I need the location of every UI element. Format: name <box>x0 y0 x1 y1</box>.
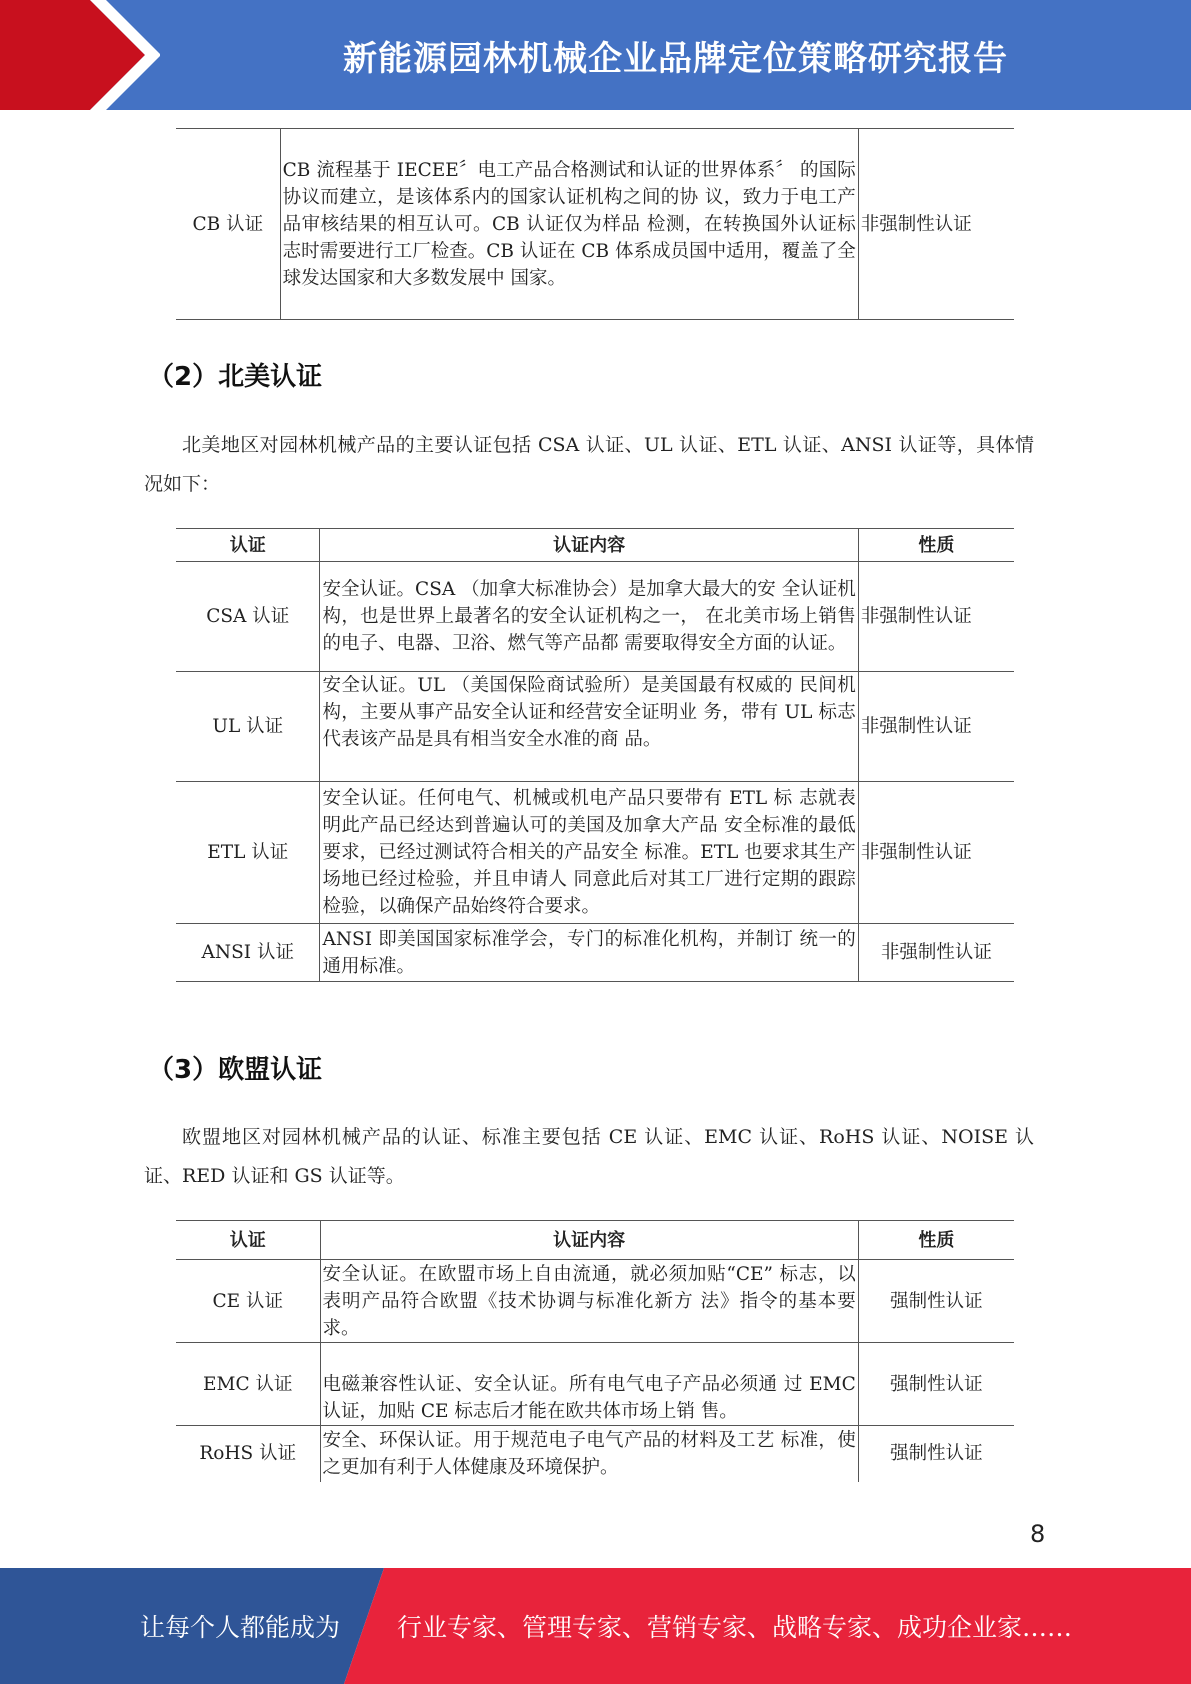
cert-name: RoHS 认证 <box>176 1426 320 1482</box>
cert-name: ETL 认证 <box>176 782 320 924</box>
col-header-cert: 认证 <box>176 529 320 562</box>
eu-cert-table <box>176 1220 1014 1482</box>
cert-content: 安全认证。UL （美国保险商试验所）是美国最有权威的 民间机构，主要从事产品安全认证和经营安全证明业 务，带有 UL 标志代表该产品是具有相当安全水准的商 品。 <box>320 672 858 782</box>
north-america-cert-table <box>176 528 1014 982</box>
cert-nature: 非强制性认证 <box>858 782 1014 924</box>
cert-name: CE 认证 <box>176 1260 320 1343</box>
cert-content: CB 流程基于 IECEE〞电工产品合格测试和认证的世界体系〞 的国际协议而建立，是该体系内的国家认证机构之间的协 议，致力于电工产品审核结果的相互认可。CB 认证仅为样品 检测，在转换国外认证标志时需要进行工厂检查。CB 认证在 CB 体系成员国中适用，覆盖了全球发达国家和大多数发展中 国家。 <box>280 129 858 320</box>
col-header-content: 认证内容 <box>320 529 858 562</box>
col-header-content: 认证内容 <box>320 1221 858 1260</box>
cert-nature: 非强制性认证 <box>858 562 1014 672</box>
cert-content: 安全、环保认证。用于规范电子电气产品的材料及工艺 标准，使之更加有利于人体健康及环境保护。 <box>320 1426 858 1482</box>
table-row <box>176 924 1014 982</box>
cert-nature: 强制性认证 <box>858 1343 1014 1426</box>
cert-nature: 非强制性认证 <box>858 129 1014 320</box>
table-row <box>176 672 1014 782</box>
footer-slogan-left: 让每个人都能成为 <box>140 1613 341 1642</box>
table-row <box>176 1426 1014 1482</box>
page-header <box>0 0 1191 110</box>
section-intro-eu: 欧盟地区对园林机械产品的认证、标准主要包括 CE 认证、EMC 认证、RoHS 认证、NOISE 认证、RED 认证和 GS 认证等。 <box>144 1126 1034 1187</box>
cert-content: 安全认证。CSA （加拿大标准协会）是加拿大最大的安 全认证机构，也是世界上最著名的安全认证机构之一， 在北美市场上销售的电子、电器、卫浴、燃气等产品都 需要取得安全方面的认证。 <box>320 562 858 672</box>
table-row <box>176 562 1014 672</box>
cert-name: CB 认证 <box>176 129 280 320</box>
cert-content: 电磁兼容性认证、安全认证。所有电气电子产品必须通 过 EMC 认证，加贴 CE 标志后才能在欧共体市场上销 售。 <box>320 1343 858 1426</box>
table-row <box>176 1343 1014 1426</box>
cert-nature: 非强制性认证 <box>858 924 1014 982</box>
table-header-row <box>176 529 1014 562</box>
section-title-eu: （3）欧盟认证 <box>148 1055 323 1085</box>
cert-content: 安全认证。任何电气、机械或机电产品只要带有 ETL 标 志就表明此产品已经达到普遍认可的美国及加拿大产品 安全标准的最低要求，已经过测试符合相关的产品安全 标准。ETL 也要求其生产场地已经过检验，并且申请人 同意此后对其工厂进行定期的跟踪检验，以确保产品始终符合要求。 <box>320 782 858 924</box>
page-footer <box>0 1568 1191 1684</box>
header-arrow-graphic <box>0 0 160 110</box>
report-title: 新能源园林机械企业品牌定位策略研究报告 <box>343 38 1008 79</box>
cert-name: UL 认证 <box>176 672 320 782</box>
cert-nature: 非强制性认证 <box>858 672 1014 782</box>
cert-nature: 强制性认证 <box>858 1260 1014 1343</box>
page-number: 8 <box>1030 1520 1046 1548</box>
cert-name: EMC 认证 <box>176 1343 320 1426</box>
col-header-nature: 性质 <box>858 1221 1014 1260</box>
footer-slogan-right: 行业专家、管理专家、营销专家、战略专家、成功企业家…… <box>397 1613 1073 1642</box>
table-row <box>176 782 1014 924</box>
cert-nature: 强制性认证 <box>858 1426 1014 1482</box>
col-header-nature: 性质 <box>858 529 1014 562</box>
cert-name: ANSI 认证 <box>176 924 320 982</box>
table-row <box>176 1260 1014 1343</box>
cert-name: CSA 认证 <box>176 562 320 672</box>
section-title-north-america: （2）北美认证 <box>148 362 323 392</box>
table-row <box>176 129 1014 320</box>
section-intro-north-america: 北美地区对园林机械产品的主要认证包括 CSA 认证、UL 认证、ETL 认证、ANSI 认证等，具体情况如下： <box>144 434 1034 495</box>
col-header-cert: 认证 <box>176 1221 320 1260</box>
table-header-row <box>176 1221 1014 1260</box>
cert-content: ANSI 即美国国家标准学会，专门的标准化机构，并制订 统一的通用标准。 <box>320 924 858 982</box>
cb-cert-table <box>176 128 1014 320</box>
cert-content: 安全认证。在欧盟市场上自由流通，就必须加贴“CE” 标志，以表明产品符合欧盟《技术协调与标准化新方 法》指令的基本要求。 <box>320 1260 858 1343</box>
